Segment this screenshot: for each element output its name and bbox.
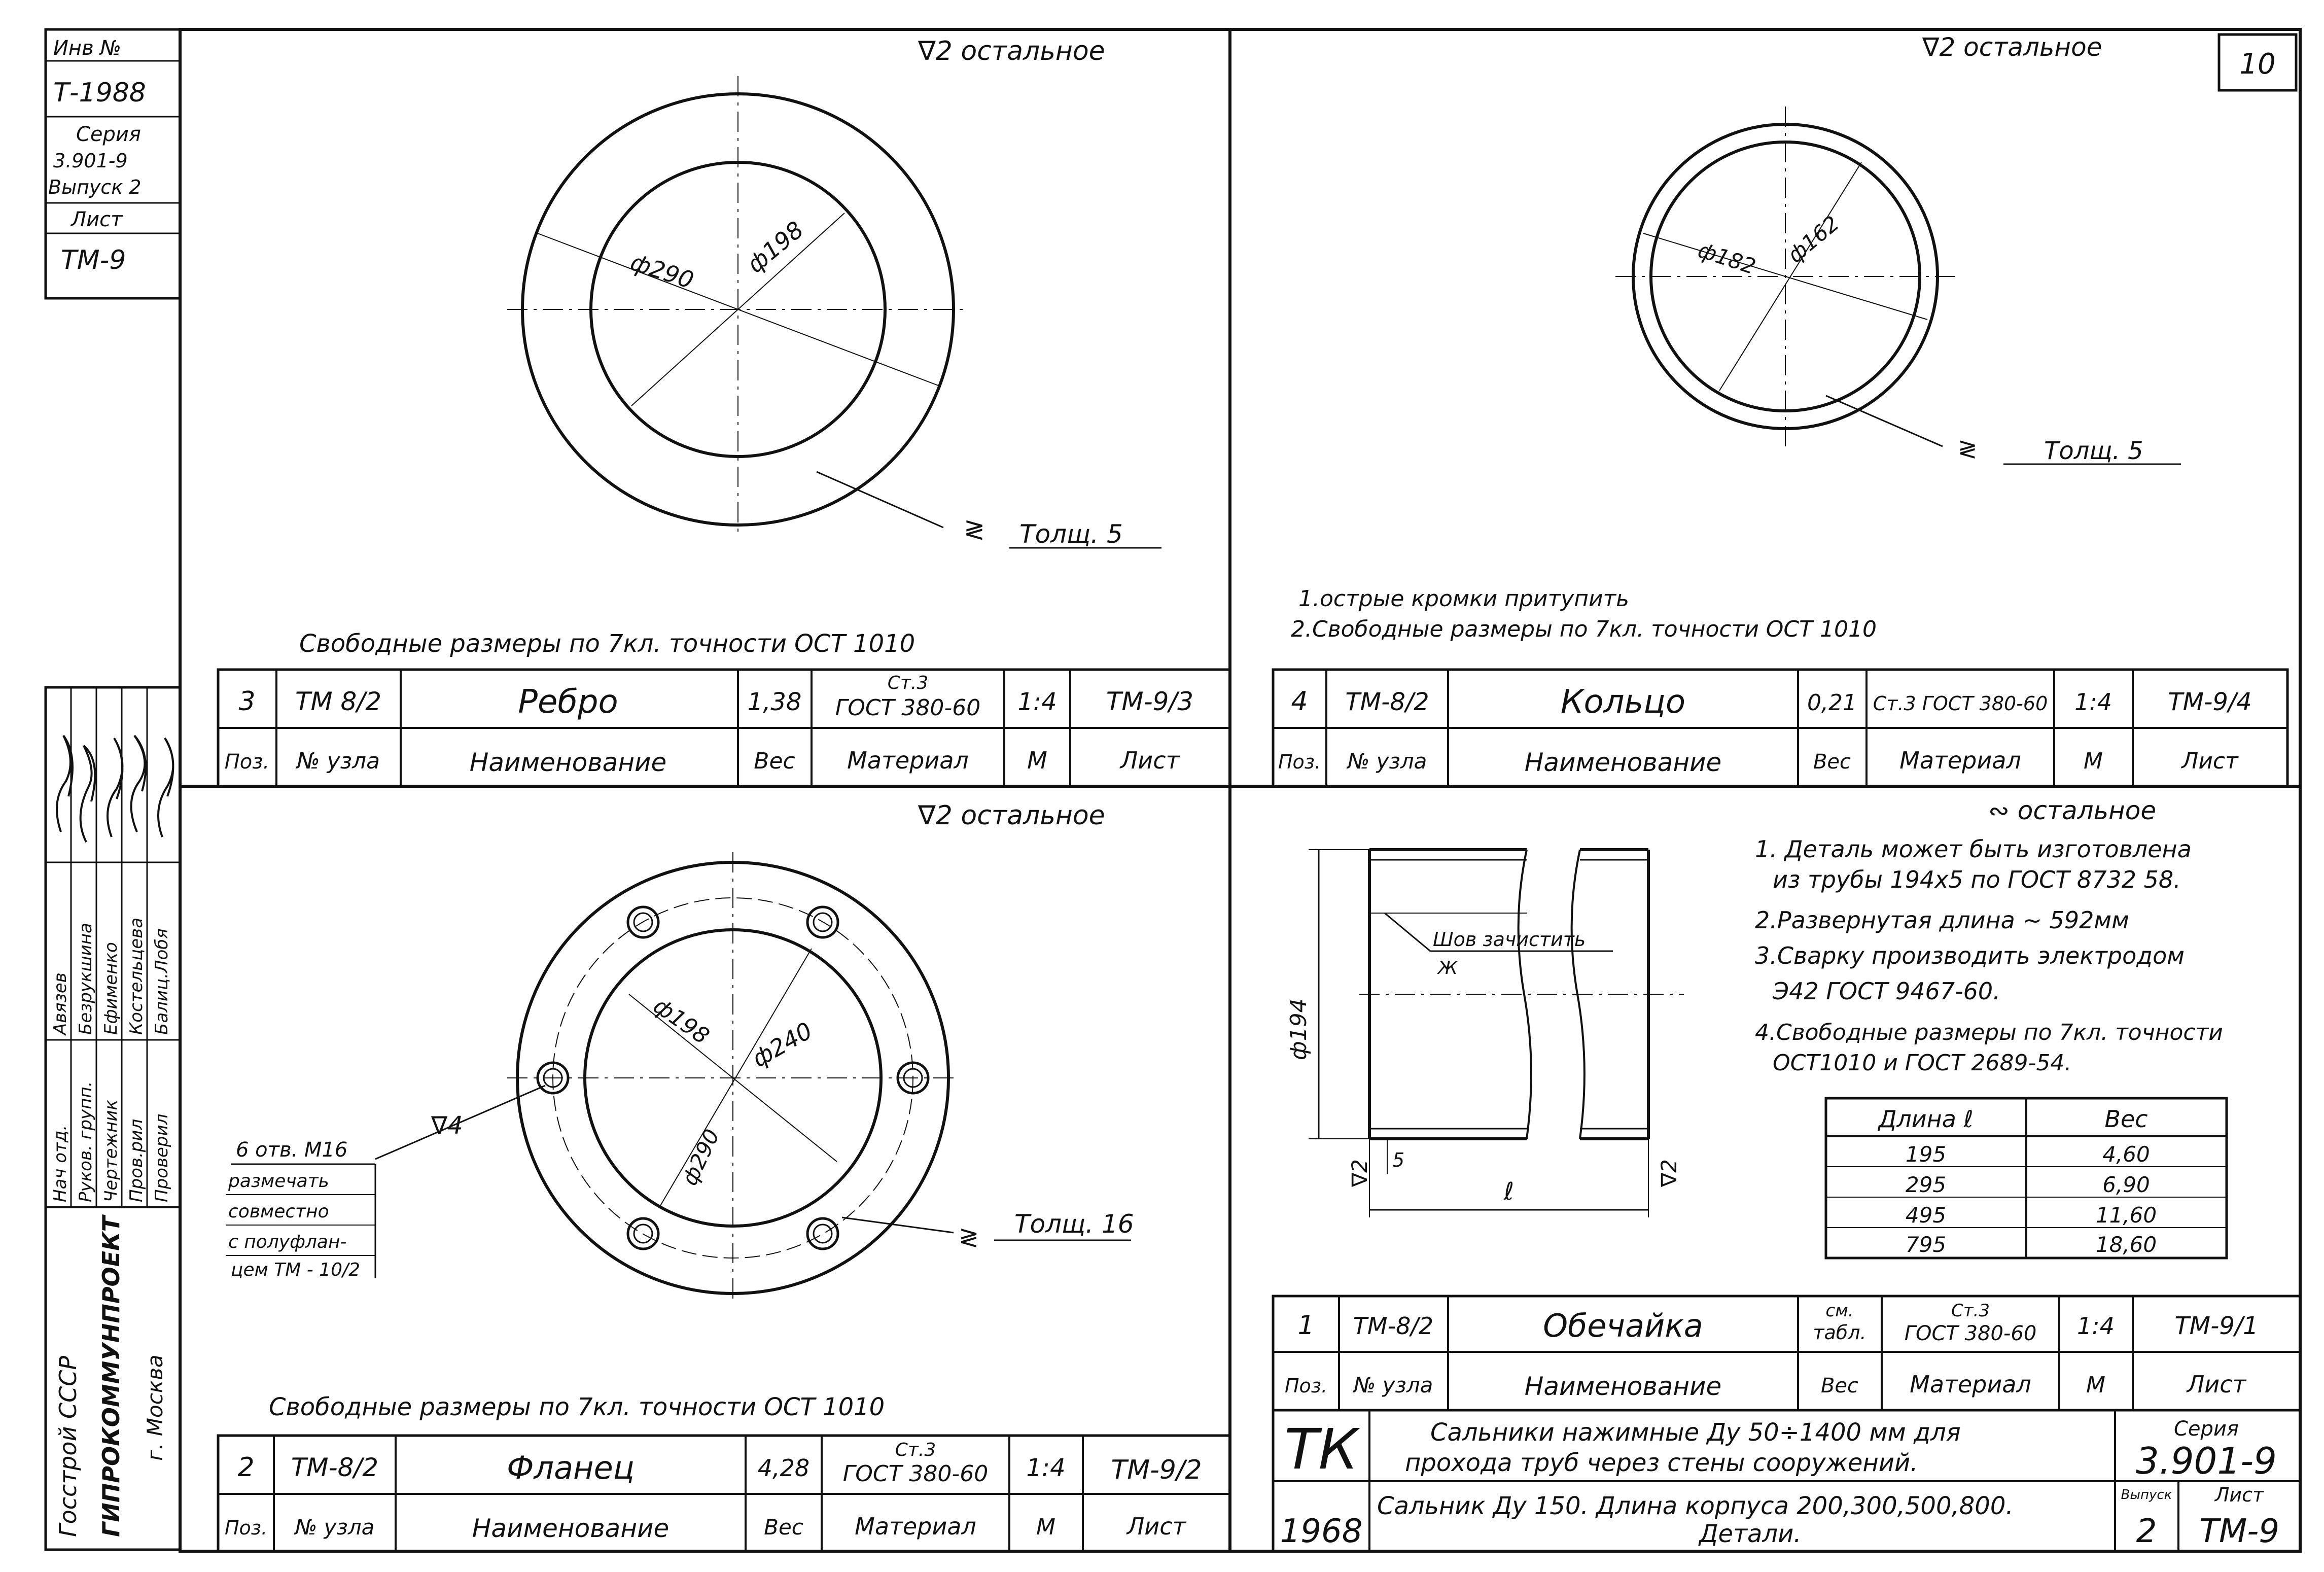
rebro-roughness: ∇2 остальное	[918, 36, 1105, 66]
side-name-1: Авязев	[50, 972, 71, 1035]
koltso-scale: 1:4	[2074, 688, 2112, 716]
koltso-h-material: Материал	[1899, 747, 2021, 774]
table-r2-weight: 6,90	[2102, 1172, 2150, 1197]
side-sheet-label: Лист	[71, 208, 123, 231]
flanets-thickness: Толщ. 16	[1014, 1209, 1134, 1239]
obechaika-material-top: Ст.3	[1951, 1301, 1990, 1321]
table-r1-weight: 4,60	[2102, 1142, 2150, 1167]
rebro-weight: 1,38	[747, 688, 802, 716]
spec-koltso	[1273, 670, 2287, 786]
koltso-note2: 2.Свободные размеры по 7кл. точности ОСТ 1010	[1291, 616, 1877, 642]
rebro-dim-outer: ф290	[627, 248, 697, 294]
title-logo: ТК	[1284, 1417, 1358, 1482]
title-issue-label: Выпуск	[2121, 1487, 2172, 1503]
obechaika-pos: 1	[1297, 1310, 1315, 1341]
rebro-material: ГОСТ 380-60	[835, 695, 981, 721]
flanets-name: Фланец	[507, 1449, 635, 1486]
obechaika-weld-note: Шов зачистить	[1433, 928, 1586, 951]
holes-note-5: цем ТМ - 10/2	[231, 1260, 361, 1280]
side-sheet-value: ТМ-9	[61, 245, 126, 275]
koltso-name: Кольцо	[1561, 683, 1685, 721]
subtitle-line2: Детали.	[1699, 1520, 1802, 1548]
holes-note	[226, 1138, 375, 1280]
obechaika-h-sheet: Лист	[2187, 1371, 2246, 1398]
obechaika-weight-top: см.	[1825, 1301, 1854, 1321]
obechaika-dim-diameter: ф194	[1286, 998, 1312, 1060]
side-series-value: 3.901-9	[53, 150, 128, 172]
title-line1: Сальники нажимные Ду 50÷1400 мм для	[1430, 1418, 1961, 1447]
rebro-h-scale: М	[1027, 747, 1047, 774]
koltso-h-name: Наименование	[1524, 748, 1722, 777]
rebro-h-sheet: Лист	[1120, 747, 1180, 774]
rebro-material-top: Ст.3	[887, 673, 929, 693]
obechaika-h-scale: М	[2086, 1372, 2105, 1398]
rebro-h-pos: Поз.	[224, 750, 270, 774]
koltso-dim-inner: ф162	[1782, 211, 1844, 268]
subtitle-line1: Сальник Ду 150. Длина корпуса 200,300,500,800.	[1377, 1492, 2014, 1520]
org-line3: г. Москва	[143, 1354, 167, 1461]
obechaika-h-node: № узла	[1353, 1373, 1433, 1398]
title-sheet-label: Лист	[2214, 1484, 2264, 1506]
side-block	[46, 687, 180, 1550]
rebro-h-material: Материал	[847, 747, 969, 774]
koltso-pos: 4	[1291, 686, 1308, 717]
spec-flanets	[218, 1436, 1230, 1551]
flanets-h-material: Материал	[855, 1513, 976, 1540]
obechaika-h-weight: Вес	[1820, 1374, 1859, 1398]
flanets-weight: 4,28	[757, 1454, 810, 1482]
obechaika-material: ГОСТ 380-60	[1904, 1322, 2037, 1345]
rebro-dim-inner: ф198	[742, 216, 809, 278]
koltso-dim-outer: ф182	[1695, 237, 1759, 280]
obechaika-dim-5: 5	[1392, 1149, 1405, 1171]
title-series-label: Серия	[2174, 1417, 2239, 1441]
side-name-2: Безрукшина	[76, 923, 96, 1035]
title-issue-value: 2	[2136, 1513, 2157, 1550]
koltso-roughness: ∇2 остальное	[1922, 32, 2102, 62]
spec-rebro	[218, 670, 1230, 786]
flanets-h-weight: Вес	[764, 1515, 803, 1540]
obechaika-name: Обечайка	[1543, 1307, 1703, 1344]
flanets-h-name: Наименование	[472, 1514, 670, 1543]
koltso-h-pos: Поз.	[1278, 751, 1321, 773]
obechaika-roughness: ∾ остальное	[1988, 796, 2157, 825]
flanets-dim-outer: ф290	[677, 1125, 725, 1190]
side-name-5: Балиц.Лобя	[152, 928, 172, 1035]
koltso-thickness: Толщ. 5	[2044, 437, 2143, 465]
side-stamp	[46, 29, 180, 298]
obechaika-rough-left: ∇2	[1347, 1159, 1372, 1187]
side-issue: Выпуск 2	[48, 176, 142, 198]
rebro-scale: 1:4	[1017, 688, 1057, 716]
flanets-material-top: Ст.3	[895, 1440, 936, 1460]
flanets-sheet: ТМ-9/2	[1111, 1455, 1202, 1485]
koltso-section-mark: ≷	[1958, 435, 1978, 462]
obechaika-note-5: Э42 ГОСТ 9467-60.	[1773, 977, 2000, 1005]
holes-note-4: с полуфлан-	[228, 1232, 347, 1252]
table-h-length: Длина ℓ	[1878, 1105, 1974, 1133]
title-year: 1968	[1280, 1513, 1363, 1550]
rebro-note: Свободные размеры по 7кл. точности ОСТ 1010	[299, 630, 915, 658]
flanets-h-pos: Поз.	[224, 1517, 268, 1539]
koltso-node: ТМ-8/2	[1345, 688, 1429, 716]
table-r4-length: 795	[1905, 1232, 1947, 1257]
obechaika-sheet: ТМ-9/1	[2174, 1312, 2259, 1340]
koltso-note1: 1.острые кромки притупить	[1298, 586, 1630, 612]
flanets-note: Свободные размеры по 7кл. точности ОСТ 1010	[269, 1393, 885, 1421]
side-role-4: Пров.рил	[126, 1119, 147, 1202]
flanets-roughness-local: ∇4	[431, 1111, 463, 1140]
flanets-roughness: ∇2 остальное	[918, 800, 1105, 831]
obechaika-weight: табл.	[1813, 1321, 1867, 1344]
rebro-thickness: Толщ. 5	[1019, 519, 1123, 549]
obechaika-note-3: 2.Развернутая длина ~ 592мм	[1755, 906, 2129, 934]
side-role-5: Проверил	[152, 1113, 172, 1202]
flanets-h-node: № узла	[295, 1515, 375, 1540]
title-series-value: 3.901-9	[2136, 1440, 2277, 1482]
title-block	[1273, 1410, 2300, 1551]
holes-note-2: размечать	[228, 1171, 329, 1192]
rebro-sheet: ТМ-9/3	[1106, 687, 1194, 716]
spec-obechaika	[1273, 1296, 2300, 1410]
drawing-rebro	[299, 36, 1161, 658]
holes-note-1: 6 отв. М16	[236, 1138, 348, 1162]
obechaika-scale: 1:4	[2076, 1312, 2115, 1340]
table-r2-length: 295	[1905, 1172, 1947, 1197]
title-line2: прохода труб через стены сооружений.	[1405, 1449, 1918, 1477]
inv-value: Т-1988	[53, 78, 146, 108]
side-name-3: Ефименко	[101, 942, 121, 1035]
flanets-section-mark: ≷	[959, 1223, 979, 1251]
obechaika-note-2: из трубы 194х5 по ГОСТ 8732 58.	[1773, 866, 2181, 893]
table-r1-length: 195	[1905, 1142, 1947, 1167]
org-line1: Госстрой СССР	[54, 1355, 82, 1537]
koltso-h-sheet: Лист	[2181, 748, 2238, 774]
table-r4-weight: 18,60	[2095, 1232, 2157, 1257]
rebro-h-weight: Вес	[754, 748, 795, 774]
side-role-1: Нач отд.	[50, 1125, 71, 1202]
table-h-weight: Вес	[2104, 1105, 2148, 1133]
table-r3-length: 495	[1905, 1203, 1947, 1228]
obechaika-h-material: Материал	[1910, 1371, 2031, 1398]
flanets-scale: 1:4	[1026, 1454, 1066, 1482]
obechaika-rough-right: ∇2	[1657, 1159, 1681, 1187]
flanets-h-sheet: Лист	[1126, 1513, 1186, 1540]
side-name-4: Костельцева	[126, 917, 147, 1035]
length-weight-table	[1826, 1098, 2227, 1258]
koltso-sheet: ТМ-9/4	[2168, 688, 2252, 716]
koltso-weight: 0,21	[1807, 690, 1857, 716]
weld-symbol: Ж	[1438, 958, 1458, 979]
rebro-h-node: № узла	[296, 748, 380, 774]
rebro-h-name: Наименование	[469, 748, 667, 777]
side-role-3: Чертежник	[101, 1099, 121, 1202]
flanets-dim-bolt: ф240	[747, 1017, 817, 1073]
holes-note-3: совместно	[228, 1201, 329, 1222]
side-series-label: Серия	[76, 123, 141, 146]
koltso-h-weight: Вес	[1813, 750, 1851, 774]
koltso-material: Ст.3 ГОСТ 380-60	[1873, 692, 2048, 715]
table-r3-weight: 11,60	[2095, 1203, 2157, 1228]
side-role-2: Руков. групп.	[76, 1081, 96, 1202]
obechaika-dim-length: ℓ	[1504, 1177, 1514, 1206]
flanets-h-scale: М	[1036, 1514, 1055, 1540]
inv-label: Инв №	[53, 37, 121, 60]
sheet-number: 10	[2239, 48, 2276, 81]
rebro-pos: 3	[238, 686, 256, 717]
obechaika-note-4: 3.Сварку производить электродом	[1755, 942, 2185, 969]
flanets-material: ГОСТ 380-60	[842, 1461, 989, 1487]
obechaika-note-1: 1. Деталь может быть изготовлена	[1755, 835, 2192, 863]
rebro-name: Ребро	[518, 683, 618, 721]
signatures	[57, 736, 173, 842]
obechaika-note-6: 4.Свободные размеры по 7кл. точности	[1755, 1020, 2223, 1045]
flanets-node: ТМ-8/2	[291, 1453, 379, 1482]
rebro-section-mark: ≷	[964, 514, 985, 544]
drawing-obechaika	[1286, 796, 2227, 1258]
flanets-pos: 2	[237, 1452, 255, 1483]
koltso-h-node: № узла	[1347, 749, 1427, 774]
rebro-node: ТМ 8/2	[295, 687, 382, 716]
obechaika-node: ТМ-8/2	[1353, 1312, 1434, 1340]
koltso-h-scale: М	[2084, 748, 2103, 774]
drawing-koltso	[1291, 32, 2181, 642]
obechaika-h-name: Наименование	[1524, 1372, 1722, 1401]
flanets-dim-inner: ф198	[648, 993, 714, 1050]
obechaika-h-pos: Поз.	[1284, 1375, 1328, 1397]
obechaika-note-7: ОСТ1010 и ГОСТ 2689-54.	[1773, 1050, 2072, 1076]
org-line2: ГИПРОКОММУНПРОЕКТ	[97, 1215, 125, 1537]
title-sheet-value: ТМ-9	[2199, 1513, 2280, 1550]
drawing-flanets	[226, 800, 1134, 1421]
